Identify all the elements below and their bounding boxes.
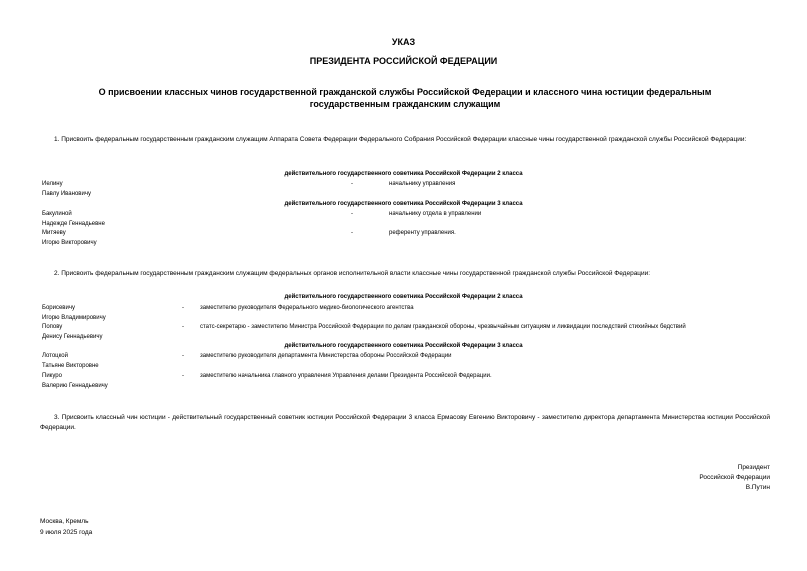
list-item-surname: Бакулиной — [42, 211, 72, 217]
rank-heading: действительного государственного советника Российской Федерации 3 класса — [284, 201, 523, 207]
list-item-post: заместителю руководителя департамента Министерства обороны Российской Федерации — [200, 353, 452, 359]
list-item-surname: Лотоцкой — [42, 353, 68, 359]
signature-name: В.Путин — [745, 484, 770, 491]
list-item-dash: - — [182, 353, 184, 359]
rank-heading: действительного государственного советника Российской Федерации 2 класса — [284, 171, 523, 177]
list-item-given-name: Игорю Владимировичу — [42, 315, 106, 321]
list-item-dash: - — [351, 230, 353, 236]
list-item-dash: - — [182, 373, 184, 379]
issue-date: 9 июля 2025 года — [40, 529, 93, 536]
list-item-dash: - — [351, 211, 353, 217]
list-item-given-name: Валерию Геннадьевичу — [42, 383, 108, 389]
list-item-surname: Митяеву — [42, 230, 66, 236]
list-item-surname: Пикуро — [42, 373, 62, 379]
list-item-post: статс-секретарю - заместителю Министра Российской Федерации по делам гражданской обороны, чрезвычайным ситуациям и ликвидации последствий стихийных бедствий — [200, 324, 686, 330]
issue-place: Москва, Кремль — [40, 518, 89, 525]
signature-office: Российской Федерации — [699, 474, 770, 481]
section-2-text: 2. Присвоить федеральным государственным гражданским служащим федеральных органов исполнительной власти классные чины государственной гражданской службы Российской Федерации: — [54, 270, 651, 277]
list-item-post: заместителю руководителя Федерального медико-биологического агентства — [200, 305, 414, 311]
rank-heading: действительного государственного советника Российской Федерации 2 класса — [284, 294, 523, 300]
decree-issuer: ПРЕЗИДЕНТА РОССИЙСКОЙ ФЕДЕРАЦИИ — [309, 56, 498, 66]
list-item-dash: - — [182, 305, 184, 311]
decree-title: УКАЗ — [391, 37, 416, 47]
list-item-given-name: Надежде Геннадьевне — [42, 221, 105, 227]
place-date-block — [40, 516, 92, 538]
list-item-given-name: Павлу Ивановичу — [42, 191, 91, 197]
list-item-post: референту управления. — [389, 230, 456, 236]
section-1-text: 1. Присвоить федеральным государственным гражданским служащим Аппарата Совета Федерации Федерального Собрания Российской Федерации классные чины государственной гражданской службы Российской Федерации: — [54, 136, 747, 143]
list-item-dash: - — [182, 324, 184, 330]
signature-block — [600, 463, 770, 493]
list-item-given-name: Татьяне Викторовне — [42, 363, 99, 369]
list-item-surname: Борисевичу — [42, 305, 75, 311]
list-item-post: начальнику управления — [389, 181, 456, 187]
list-item-surname: Попову — [42, 324, 63, 330]
list-item-post: заместителю начальника главного управления Управления делами Президента Российской Федерации. — [200, 373, 492, 379]
list-item-given-name: Игорю Викторовичу — [42, 240, 97, 246]
list-item-post: начальнику отдела в управлении — [389, 211, 482, 217]
list-item-given-name: Денису Геннадьевичу — [42, 334, 103, 340]
section-3-text: 3. Присвоить классный чин юстиции - действительный государственный советник юстиции Российской Федерации 3 класса Ермасову Евгению Викторовичу - заместителю директора департамента Министерства юстиции Российской Федерации. — [40, 414, 770, 431]
rank-heading: действительного государственного советника Российской Федерации 3 класса — [284, 343, 523, 349]
list-item-dash: - — [351, 181, 353, 187]
list-item-surname: Иелину — [42, 181, 63, 187]
decree-subject: О присвоении классных чинов государственной гражданской службы Российской Федерации и классного чина юстиции федеральным государственным гражданским служащим — [98, 87, 712, 109]
signature-title: Президент — [737, 464, 770, 471]
